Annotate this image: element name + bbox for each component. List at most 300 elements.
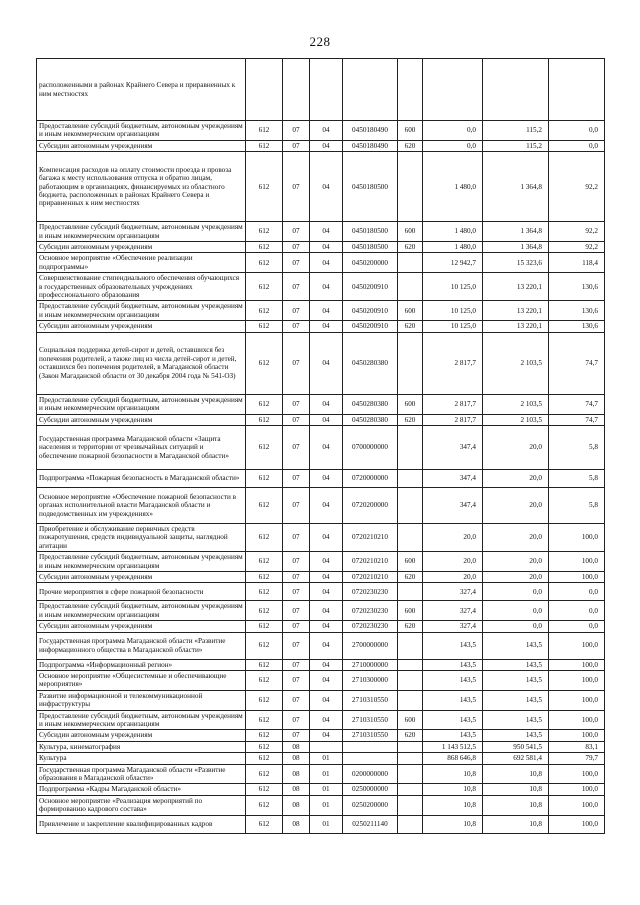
table-row (37, 59, 605, 121)
execution-percent-cell: 92,2 (549, 242, 605, 253)
section-code-cell: 08 (283, 815, 310, 833)
subsection-code-cell: 04 (310, 242, 343, 253)
table-row (37, 601, 605, 621)
planned-amount-cell: 143,5 (423, 730, 483, 741)
executed-amount-cell (483, 59, 549, 121)
expense-type-cell: 620 (398, 730, 423, 741)
section-code-cell: 07 (283, 469, 310, 487)
row-name-cell: Субсидии автономным учреждениям (37, 414, 246, 425)
execution-percent-cell: 130,6 (549, 301, 605, 321)
expense-type-cell (398, 764, 423, 784)
subsection-code-cell: 04 (310, 659, 343, 670)
execution-percent-cell: 100,0 (549, 632, 605, 659)
subsection-code-cell: 04 (310, 690, 343, 710)
admin-code-cell: 612 (246, 690, 283, 710)
section-code-cell: 07 (283, 394, 310, 414)
admin-code-cell: 612 (246, 601, 283, 621)
row-name-cell: Привлечение и закрепление квалифицированных кадров (37, 815, 246, 833)
executed-amount-cell: 1 364,8 (483, 222, 549, 242)
row-name-cell: расположенными в районах Крайнего Севера и приравненных к ним местностях (37, 59, 246, 121)
execution-percent-cell: 5,8 (549, 425, 605, 469)
target-article-cell: 0450200910 (343, 321, 398, 332)
target-article-cell: 0450180500 (343, 242, 398, 253)
admin-code-cell: 612 (246, 730, 283, 741)
section-code-cell: 07 (283, 670, 310, 690)
section-code-cell: 07 (283, 601, 310, 621)
executed-amount-cell: 115,2 (483, 140, 549, 151)
subsection-code-cell: 04 (310, 121, 343, 141)
admin-code-cell: 612 (246, 425, 283, 469)
subsection-code-cell: 04 (310, 523, 343, 551)
executed-amount-cell: 20,0 (483, 571, 549, 582)
planned-amount-cell: 10,8 (423, 815, 483, 833)
execution-percent-cell: 100,0 (549, 552, 605, 572)
execution-percent-cell: 5,8 (549, 487, 605, 523)
executed-amount-cell: 143,5 (483, 670, 549, 690)
row-name-cell: Государственная программа Магаданской области «Защита населения и территории от чрезвычайных ситуаций и обеспечение пожарной безопасности в Магаданской области» (37, 425, 246, 469)
admin-code-cell: 612 (246, 632, 283, 659)
budget-table-body (37, 59, 605, 834)
admin-code-cell: 612 (246, 710, 283, 730)
expense-type-cell: 620 (398, 242, 423, 253)
row-name-cell: Социальная поддержка детей-сирот и детей, оставшихся без попечения родителей, а также лиц из числа детей-сирот и детей, оставшихся без попечения родителей, в Магаданской области (Закон Магаданской области от 30 декабря 2004 года № 541-ОЗ) (37, 332, 246, 394)
table-row (37, 394, 605, 414)
row-name-cell: Субсидии автономным учреждениям (37, 621, 246, 632)
planned-amount-cell: 20,0 (423, 571, 483, 582)
row-name-cell: Культура, кинематография (37, 741, 246, 752)
execution-percent-cell: 0,0 (549, 583, 605, 601)
expense-type-cell (398, 784, 423, 795)
execution-percent-cell: 79,7 (549, 753, 605, 764)
execution-percent-cell: 100,0 (549, 571, 605, 582)
planned-amount-cell: 10,8 (423, 795, 483, 815)
row-name-cell: Предоставление субсидий бюджетным, автономным учреждениям и иным некоммерческим организациям (37, 552, 246, 572)
planned-amount-cell: 1 143 512,5 (423, 741, 483, 752)
section-code-cell: 08 (283, 784, 310, 795)
execution-percent-cell: 0,0 (549, 601, 605, 621)
executed-amount-cell: 20,0 (483, 425, 549, 469)
execution-percent-cell: 118,4 (549, 253, 605, 273)
table-row (37, 583, 605, 601)
execution-percent-cell: 100,0 (549, 523, 605, 551)
admin-code-cell: 612 (246, 414, 283, 425)
section-code-cell: 07 (283, 222, 310, 242)
admin-code-cell: 612 (246, 321, 283, 332)
target-article-cell: 0450180490 (343, 121, 398, 141)
admin-code-cell: 612 (246, 815, 283, 833)
table-row (37, 242, 605, 253)
planned-amount-cell: 143,5 (423, 710, 483, 730)
table-row (37, 710, 605, 730)
section-code-cell: 07 (283, 730, 310, 741)
row-name-cell: Субсидии автономным учреждениям (37, 730, 246, 741)
subsection-code-cell: 04 (310, 583, 343, 601)
executed-amount-cell: 143,5 (483, 710, 549, 730)
row-name-cell: Основное мероприятие «Обеспечение пожарной безопасности в органах исполнительной власти Магаданской области и подведомственных им учреждениях» (37, 487, 246, 523)
table-row (37, 425, 605, 469)
expense-type-cell: 600 (398, 121, 423, 141)
section-code-cell: 08 (283, 741, 310, 752)
target-article-cell (343, 59, 398, 121)
subsection-code-cell: 04 (310, 273, 343, 301)
admin-code-cell: 612 (246, 121, 283, 141)
executed-amount-cell: 15 323,6 (483, 253, 549, 273)
subsection-code-cell: 04 (310, 301, 343, 321)
table-row (37, 795, 605, 815)
planned-amount-cell: 143,5 (423, 632, 483, 659)
expense-type-cell (398, 469, 423, 487)
table-row (37, 222, 605, 242)
executed-amount-cell: 10,8 (483, 795, 549, 815)
expense-type-cell: 620 (398, 621, 423, 632)
planned-amount-cell: 10 125,0 (423, 321, 483, 332)
section-code-cell: 07 (283, 659, 310, 670)
executed-amount-cell: 0,0 (483, 601, 549, 621)
expense-type-cell (398, 741, 423, 752)
executed-amount-cell: 13 220,1 (483, 321, 549, 332)
row-name-cell: Совершенствование стипендиального обеспечения обучающихся в государственных образовательных учреждениях профессионального образования (37, 273, 246, 301)
section-code-cell: 07 (283, 690, 310, 710)
target-article-cell: 0450180500 (343, 152, 398, 222)
planned-amount-cell: 347,4 (423, 487, 483, 523)
execution-percent-cell: 100,0 (549, 815, 605, 833)
executed-amount-cell: 20,0 (483, 469, 549, 487)
expense-type-cell: 600 (398, 394, 423, 414)
execution-percent-cell: 130,6 (549, 273, 605, 301)
target-article-cell: 0700000000 (343, 425, 398, 469)
expense-type-cell: 620 (398, 414, 423, 425)
row-name-cell: Подпрограмма «Информационный регион» (37, 659, 246, 670)
table-row (37, 321, 605, 332)
section-code-cell: 08 (283, 764, 310, 784)
admin-code-cell: 612 (246, 552, 283, 572)
execution-percent-cell: 100,0 (549, 710, 605, 730)
expense-type-cell: 620 (398, 571, 423, 582)
expense-type-cell: 620 (398, 321, 423, 332)
expense-type-cell: 600 (398, 552, 423, 572)
expense-type-cell (398, 425, 423, 469)
target-article-cell: 0450180500 (343, 222, 398, 242)
table-row (37, 632, 605, 659)
executed-amount-cell: 2 103,5 (483, 414, 549, 425)
row-name-cell: Приобретение и обслуживание первичных средств пожаротушения, средств индивидуальной защиты, наглядной агитации (37, 523, 246, 551)
expense-type-cell (398, 253, 423, 273)
planned-amount-cell: 20,0 (423, 523, 483, 551)
target-article-cell: 0450280380 (343, 414, 398, 425)
executed-amount-cell: 0,0 (483, 621, 549, 632)
row-name-cell: Основное мероприятие «Обеспечение реализации подпрограммы» (37, 253, 246, 273)
admin-code-cell: 612 (246, 753, 283, 764)
subsection-code-cell: 04 (310, 487, 343, 523)
execution-percent-cell: 0,0 (549, 121, 605, 141)
table-row (37, 487, 605, 523)
target-article-cell: 0720210210 (343, 571, 398, 582)
planned-amount-cell: 1 480,0 (423, 242, 483, 253)
planned-amount-cell: 10 125,0 (423, 273, 483, 301)
subsection-code-cell: 04 (310, 621, 343, 632)
row-name-cell: Субсидии автономным учреждениям (37, 140, 246, 151)
section-code-cell: 07 (283, 242, 310, 253)
execution-percent-cell (549, 59, 605, 121)
executed-amount-cell: 143,5 (483, 690, 549, 710)
subsection-code-cell: 04 (310, 730, 343, 741)
executed-amount-cell: 20,0 (483, 487, 549, 523)
subsection-code-cell: 04 (310, 425, 343, 469)
row-name-cell: Основное мероприятие «Общесистемные и обеспечивающие мероприятия» (37, 670, 246, 690)
target-article-cell (343, 753, 398, 764)
section-code-cell: 07 (283, 425, 310, 469)
section-code-cell: 07 (283, 273, 310, 301)
admin-code-cell: 612 (246, 621, 283, 632)
admin-code-cell: 612 (246, 222, 283, 242)
subsection-code-cell: 04 (310, 394, 343, 414)
planned-amount-cell: 143,5 (423, 670, 483, 690)
table-row (37, 523, 605, 551)
planned-amount-cell: 0,0 (423, 140, 483, 151)
planned-amount-cell: 347,4 (423, 425, 483, 469)
section-code-cell: 07 (283, 414, 310, 425)
target-article-cell: 0450200000 (343, 253, 398, 273)
subsection-code-cell: 01 (310, 764, 343, 784)
admin-code-cell: 612 (246, 741, 283, 752)
section-code-cell: 07 (283, 710, 310, 730)
executed-amount-cell: 1 364,8 (483, 152, 549, 222)
table-row (37, 140, 605, 151)
row-name-cell: Субсидии автономным учреждениям (37, 321, 246, 332)
admin-code-cell (246, 59, 283, 121)
row-name-cell: Предоставление субсидий бюджетным, автономным учреждениям и иным некоммерческим организациям (37, 601, 246, 621)
executed-amount-cell: 1 364,8 (483, 242, 549, 253)
admin-code-cell: 612 (246, 583, 283, 601)
subsection-code-cell: 04 (310, 469, 343, 487)
page-number: 228 (309, 34, 331, 49)
subsection-code-cell: 01 (310, 753, 343, 764)
subsection-code-cell: 04 (310, 222, 343, 242)
expense-type-cell (398, 632, 423, 659)
section-code-cell: 08 (283, 795, 310, 815)
row-name-cell: Предоставление субсидий бюджетным, автономным учреждениям и иным некоммерческим организациям (37, 222, 246, 242)
admin-code-cell: 612 (246, 242, 283, 253)
table-row (37, 741, 605, 752)
admin-code-cell: 612 (246, 273, 283, 301)
admin-code-cell: 612 (246, 795, 283, 815)
admin-code-cell: 612 (246, 152, 283, 222)
table-row (37, 621, 605, 632)
subsection-code-cell: 01 (310, 784, 343, 795)
expense-type-cell (398, 583, 423, 601)
planned-amount-cell: 1 480,0 (423, 222, 483, 242)
table-row (37, 730, 605, 741)
subsection-code-cell: 04 (310, 601, 343, 621)
execution-percent-cell: 74,7 (549, 332, 605, 394)
subsection-code-cell: 04 (310, 414, 343, 425)
execution-percent-cell: 100,0 (549, 795, 605, 815)
executed-amount-cell: 692 581,4 (483, 753, 549, 764)
target-article-cell: 0720200000 (343, 487, 398, 523)
row-name-cell: Предоставление субсидий бюджетным, автономным учреждениям и иным некоммерческим организациям (37, 710, 246, 730)
admin-code-cell: 612 (246, 394, 283, 414)
table-row (37, 469, 605, 487)
planned-amount-cell: 327,4 (423, 621, 483, 632)
table-row (37, 690, 605, 710)
expense-type-cell (398, 795, 423, 815)
table-row (37, 152, 605, 222)
expense-type-cell: 600 (398, 601, 423, 621)
executed-amount-cell: 143,5 (483, 659, 549, 670)
executed-amount-cell: 950 541,5 (483, 741, 549, 752)
row-name-cell: Предоставление субсидий бюджетным, автономным учреждениям и иным некоммерческим организациям (37, 394, 246, 414)
section-code-cell: 07 (283, 152, 310, 222)
planned-amount-cell: 327,4 (423, 601, 483, 621)
section-code-cell: 07 (283, 552, 310, 572)
target-article-cell: 0450180490 (343, 140, 398, 151)
target-article-cell: 0720230230 (343, 583, 398, 601)
execution-percent-cell: 100,0 (549, 670, 605, 690)
executed-amount-cell: 0,0 (483, 583, 549, 601)
section-code-cell: 07 (283, 253, 310, 273)
expense-type-cell (398, 670, 423, 690)
planned-amount-cell: 868 646,8 (423, 753, 483, 764)
execution-percent-cell: 100,0 (549, 690, 605, 710)
executed-amount-cell: 13 220,1 (483, 273, 549, 301)
subsection-code-cell: 04 (310, 670, 343, 690)
row-name-cell: Развитие информационной и телекоммуникационной инфраструктуры (37, 690, 246, 710)
admin-code-cell: 612 (246, 332, 283, 394)
execution-percent-cell: 5,8 (549, 469, 605, 487)
planned-amount-cell: 20,0 (423, 552, 483, 572)
row-name-cell: Субсидии автономным учреждениям (37, 571, 246, 582)
expense-type-cell (398, 487, 423, 523)
row-name-cell: Государственная программа Магаданской области «Развитие образования в Магаданской области» (37, 764, 246, 784)
executed-amount-cell: 143,5 (483, 632, 549, 659)
expense-type-cell: 600 (398, 710, 423, 730)
target-article-cell: 0720000000 (343, 469, 398, 487)
target-article-cell: 0250000000 (343, 784, 398, 795)
planned-amount-cell: 1 480,0 (423, 152, 483, 222)
admin-code-cell: 612 (246, 670, 283, 690)
executed-amount-cell: 20,0 (483, 552, 549, 572)
admin-code-cell: 612 (246, 784, 283, 795)
section-code-cell: 07 (283, 632, 310, 659)
table-row (37, 815, 605, 833)
target-article-cell: 0450200910 (343, 273, 398, 301)
expense-type-cell (398, 332, 423, 394)
section-code-cell: 07 (283, 121, 310, 141)
table-row (37, 273, 605, 301)
target-article-cell: 2710310550 (343, 690, 398, 710)
target-article-cell: 0450280380 (343, 394, 398, 414)
target-article-cell: 0720210210 (343, 523, 398, 551)
planned-amount-cell: 143,5 (423, 690, 483, 710)
planned-amount-cell: 10,8 (423, 764, 483, 784)
target-article-cell: 0720230230 (343, 601, 398, 621)
admin-code-cell: 612 (246, 301, 283, 321)
admin-code-cell: 612 (246, 469, 283, 487)
expense-type-cell (398, 690, 423, 710)
execution-percent-cell: 100,0 (549, 730, 605, 741)
executed-amount-cell: 115,2 (483, 121, 549, 141)
target-article-cell: 2710310550 (343, 710, 398, 730)
target-article-cell: 0250211140 (343, 815, 398, 833)
table-row (37, 414, 605, 425)
expense-type-cell: 600 (398, 301, 423, 321)
table-row (37, 253, 605, 273)
planned-amount-cell: 12 942,7 (423, 253, 483, 273)
target-article-cell: 0250200000 (343, 795, 398, 815)
table-row (37, 764, 605, 784)
expense-type-cell (398, 59, 423, 121)
target-article-cell: 0450280380 (343, 332, 398, 394)
expense-type-cell (398, 753, 423, 764)
expense-type-cell (398, 815, 423, 833)
subsection-code-cell: 04 (310, 253, 343, 273)
executed-amount-cell: 2 103,5 (483, 394, 549, 414)
planned-amount-cell: 2 817,7 (423, 394, 483, 414)
execution-percent-cell: 100,0 (549, 764, 605, 784)
section-code-cell: 07 (283, 140, 310, 151)
row-name-cell: Государственная программа Магаданской области «Развитие информационного общества в Магаданской области» (37, 632, 246, 659)
row-name-cell: Субсидии автономным учреждениям (37, 242, 246, 253)
subsection-code-cell (310, 59, 343, 121)
subsection-code-cell: 04 (310, 571, 343, 582)
row-name-cell: Предоставление субсидий бюджетным, автономным учреждениям и иным некоммерческим организациям (37, 301, 246, 321)
target-article-cell: 2710310550 (343, 730, 398, 741)
executed-amount-cell: 2 103,5 (483, 332, 549, 394)
subsection-code-cell: 01 (310, 795, 343, 815)
admin-code-cell: 612 (246, 659, 283, 670)
subsection-code-cell: 04 (310, 321, 343, 332)
subsection-code-cell: 04 (310, 140, 343, 151)
subsection-code-cell (310, 741, 343, 752)
target-article-cell: 0450200910 (343, 301, 398, 321)
section-code-cell: 08 (283, 753, 310, 764)
target-article-cell: 0200000000 (343, 764, 398, 784)
executed-amount-cell: 10,8 (483, 764, 549, 784)
section-code-cell: 07 (283, 321, 310, 332)
executed-amount-cell: 143,5 (483, 730, 549, 741)
row-name-cell: Культура (37, 753, 246, 764)
executed-amount-cell: 10,8 (483, 784, 549, 795)
execution-percent-cell: 83,1 (549, 741, 605, 752)
target-article-cell: 0720210210 (343, 552, 398, 572)
expense-type-cell (398, 523, 423, 551)
section-code-cell: 07 (283, 487, 310, 523)
target-article-cell (343, 741, 398, 752)
executed-amount-cell: 13 220,1 (483, 301, 549, 321)
table-row (37, 301, 605, 321)
row-name-cell: Предоставление субсидий бюджетным, автономным учреждениям и иным некоммерческим организациям (37, 121, 246, 141)
subsection-code-cell: 04 (310, 332, 343, 394)
row-name-cell: Прочие мероприятия в сфере пожарной безопасности (37, 583, 246, 601)
execution-percent-cell: 74,7 (549, 394, 605, 414)
section-code-cell: 07 (283, 332, 310, 394)
row-name-cell: Компенсация расходов на оплату стоимости проезда и провоза багажа к месту использования отпуска и обратно лицам, работающим в организациях, финансируемых из областного бюджета, расположенных в районах Крайнего Севера и приравненных к ним местностях (37, 152, 246, 222)
expense-type-cell (398, 152, 423, 222)
subsection-code-cell: 04 (310, 152, 343, 222)
table-row (37, 121, 605, 141)
target-article-cell: 2710000000 (343, 659, 398, 670)
planned-amount-cell: 0,0 (423, 121, 483, 141)
subsection-code-cell: 04 (310, 552, 343, 572)
execution-percent-cell: 100,0 (549, 659, 605, 670)
table-row (37, 552, 605, 572)
expense-type-cell (398, 273, 423, 301)
expense-type-cell: 600 (398, 222, 423, 242)
admin-code-cell: 612 (246, 140, 283, 151)
budget-table (36, 58, 605, 834)
planned-amount-cell: 10,8 (423, 784, 483, 795)
section-code-cell (283, 59, 310, 121)
